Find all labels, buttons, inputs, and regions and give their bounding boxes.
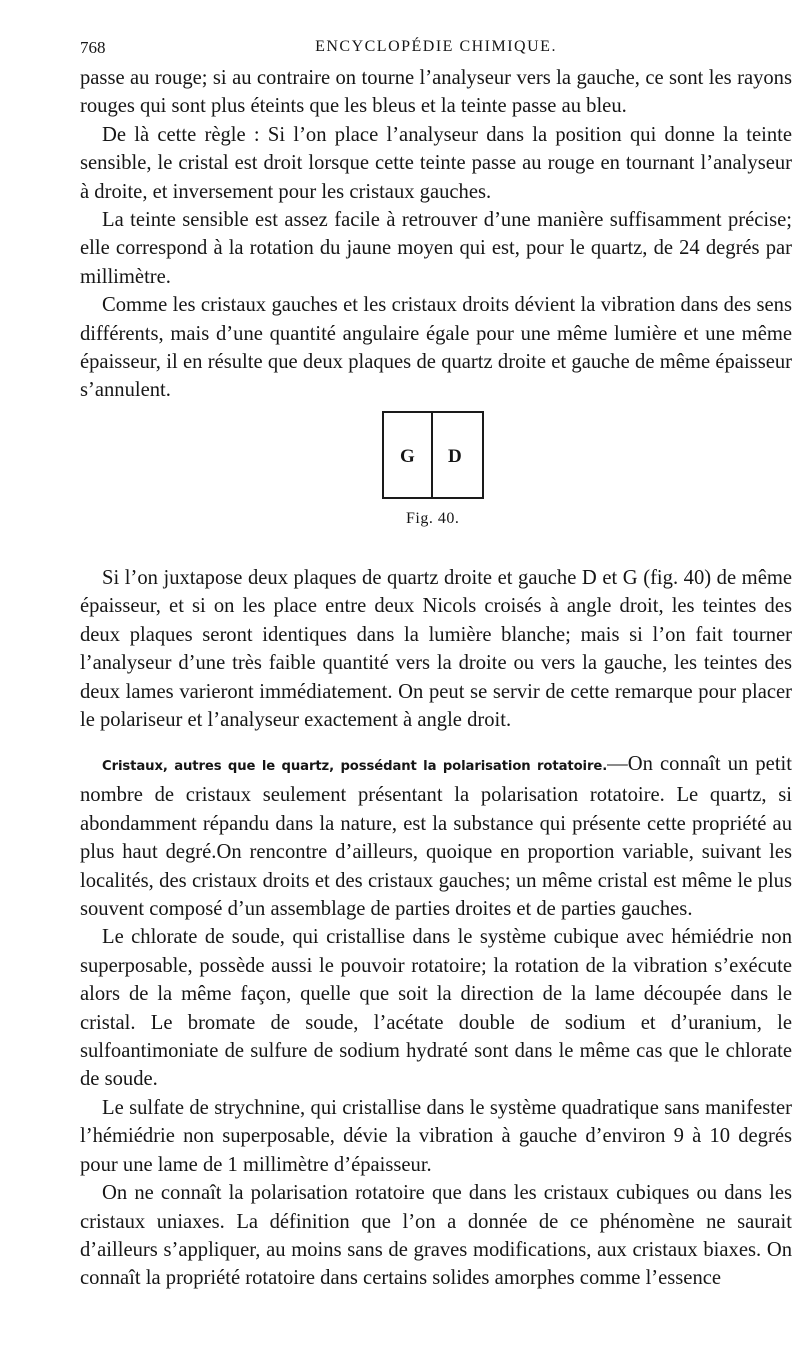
figure-label-right: D bbox=[448, 446, 462, 467]
running-title: ENCYCLOPÉDIE CHIMIQUE. bbox=[315, 38, 557, 55]
section-heading: Cristaux, autres que le quartz, possédant la polarisation rotatoire. bbox=[102, 759, 608, 774]
paragraph-strychnine-sulfate: Le sulfate de strychnine, qui cristallise dans le système quadratique sans manifester l’hémiédrie non superposable, dévie la vibration à gauche d’environ 9 à 10 degrés pour une lame de 1 millimètre d’épaisseur. bbox=[80, 1096, 792, 1176]
paragraph-continuation: passe au rouge; si au contraire on tourne l’analyseur vers la gauche, ce sont les rayons rouges qui sont plus éteints que les bleus et la teinte passe au bleu. bbox=[80, 67, 792, 118]
paragraph-rule: De là cette règle : Si l’on place l’analyseur dans la position qui donne la teinte sensible, le cristal est droit lorsque cette teinte passe au rouge en tournant l’analyseur à droite, et inversement pour les cristaux gauches. bbox=[80, 123, 792, 203]
figure-quartz-plates bbox=[382, 411, 484, 499]
page-number: 768 bbox=[80, 38, 106, 57]
section-first-paragraph bbox=[80, 750, 792, 923]
section-first-paragraph-text: —On connaît un petit nombre de cristaux seulement présentant la polarisation rotatoire. Le quartz, si abondamment répandu dans la nature, est la substance qui présente cette propriété au plus haut degré.On rencontre d’ailleurs, quoique en proportion variable, suivant les localités, des cristaux droits et des cristaux gauches; un même cristal est même le plus souvent composé d’un assemblage de parties droites et de parties gauches. bbox=[80, 753, 792, 921]
figure-divider-line bbox=[431, 413, 433, 497]
paragraph-sodium-chlorate: Le chlorate de soude, qui cristallise dans le système cubique avec hémiédrie non superposable, possède aussi le pouvoir rotatoire; la rotation de la vibration s’exécute alors de la même façon, quelle que soit la direction de la lame découpée dans le cristal. Le bromate de soude, l’acétate double de sodium et d’uranium, le sulfoantimoniate de sulfure de sodium hydraté sont dans le même cas que le chlorate de soude. bbox=[80, 926, 792, 1091]
paragraph-juxtapose-plates: Si l’on juxtapose deux plaques de quartz droite et gauche D et G (fig. 40) de même épaisseur, et si on les place entre deux Nicols croisés à angle droit, les teintes des deux plaques seront identiques dans la lumière blanche; mais si l’on fait tourner l’analyseur d’une très faible quantité vers la droite ou vers la gauche, les teintes des deux lames varieront immédiatement. On peut se servir de cette remarque pour placer le polariseur et l’analyseur exactement à angle droit. bbox=[80, 567, 792, 732]
text-block-before-figure bbox=[80, 64, 792, 405]
text-block-after-figure bbox=[80, 564, 792, 734]
section-rotatory-crystals bbox=[80, 750, 792, 1293]
paragraph-opposite-crystals: Comme les cristaux gauches et les cristaux droits dévient la vibration dans des sens différents, mais d’une quantité angulaire égale pour une même lumière et une même épaisseur, il en résulte que deux plaques de quartz droite et gauche de même épaisseur s’annulent. bbox=[80, 294, 792, 402]
paragraph-cubic-uniaxial: On ne connaît la polarisation rotatoire que dans les cristaux cubiques ou dans les cristaux uniaxes. La définition que l’on a donnée de ce phénomène ne saurait d’ailleurs s’appliquer, au moins sans de graves modifications, aux cristaux biaxes. On connaît la propriété rotatoire dans certains solides amorphes comme l’essence bbox=[80, 1182, 792, 1290]
paragraph-sensitive-tint: La teinte sensible est assez facile à retrouver d’une manière suffisamment précise; elle correspond à la rotation du jaune moyen qui est, pour le quartz, de 24 degrés par millimètre. bbox=[80, 209, 792, 288]
running-head bbox=[80, 38, 792, 62]
figure-caption: Fig. 40. bbox=[406, 510, 460, 527]
figure-label-left: G bbox=[400, 446, 415, 467]
